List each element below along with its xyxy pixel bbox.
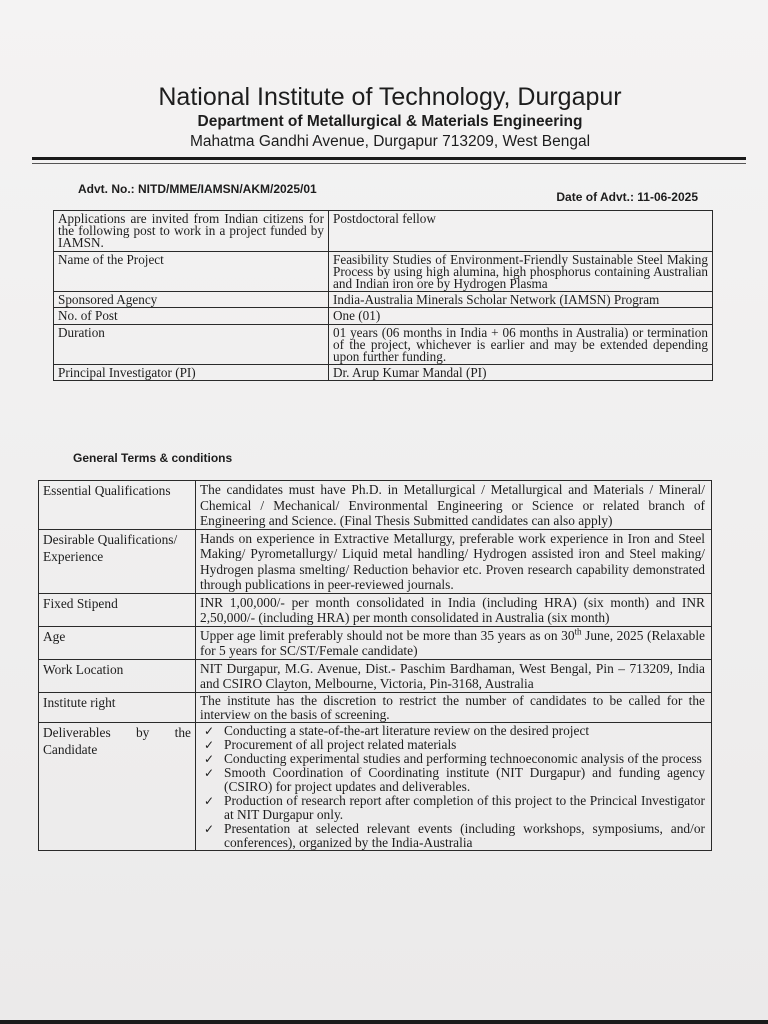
table-row	[39, 626, 712, 659]
deliverable-text: Procurement of all project related materials	[224, 736, 457, 752]
cell-value: NIT Durgapur, M.G. Avenue, Dist.- Paschim Bardhaman, West Bengal, Pin – 713209, India and CSIRO Clayton, Melbourne, Victoria, Pin-3168, Australia	[196, 659, 712, 692]
deliverable-text: Conducting a state-of-the-art literature review on the desired project	[224, 722, 590, 738]
table-row	[39, 692, 712, 722]
table-row	[39, 722, 712, 850]
header-divider	[32, 157, 746, 160]
table-row	[54, 251, 713, 292]
cell-label: Name of the Project	[54, 251, 329, 292]
list-item	[202, 738, 705, 752]
cell-value: INR 1,00,000/- per month consolidated in India (including HRA) (six month) and INR 2,50,000/- (including HRA) per month consolidated in Australia (six month)	[196, 593, 712, 626]
letterhead	[0, 82, 768, 152]
cell-label: No. of Post	[54, 308, 329, 324]
deliverable-text: Presentation at selected relevant events (including workshops, symposiums, and/or conferences), organized by the India-Australia	[224, 820, 705, 850]
deliverable-text: Conducting experimental studies and performing technoeconomic analysis of the process	[224, 750, 702, 766]
cell-label: Desirable Qualifications/ Experience	[39, 529, 196, 593]
table-row	[39, 481, 712, 530]
age-text-post: June, 2025 (Relaxable for 5 years for SC/ST/Female candidate)	[200, 627, 705, 658]
table-row	[54, 308, 713, 324]
cell-label: Institute right	[39, 692, 196, 722]
advertisement-date: Date of Advt.: 11-06-2025	[556, 190, 698, 204]
list-item	[202, 724, 705, 738]
check-icon: ✓	[204, 821, 215, 836]
cell-value: One (01)	[329, 308, 713, 324]
table-row	[54, 292, 713, 308]
terms-table	[38, 480, 712, 851]
cell-label: Deliverables by the Candidate	[39, 722, 196, 850]
institute-name: National Institute of Technology, Durgapur	[158, 83, 622, 111]
post-details-table	[53, 210, 713, 381]
table-row	[54, 324, 713, 365]
cell-label: Work Location	[39, 659, 196, 692]
list-item	[202, 752, 705, 766]
cell-value: Hands on experience in Extractive Metallurgy, preferable work experience in Iron and Steel Making/ Pyrometallurgy/ Liquid metal handling/ Hydrogen assisted iron and Steel making/ Hydrogen plasma smelting/ Reduction behavior etc. Proven research capability demonstrated through publications in peer-reviewed journals.	[196, 529, 712, 593]
cell-value: Dr. Arup Kumar Mandal (PI)	[329, 365, 713, 381]
table-row	[39, 529, 712, 593]
cell-value	[196, 722, 712, 850]
check-icon: ✓	[204, 723, 215, 738]
cell-label: Principal Investigator (PI)	[54, 365, 329, 381]
cell-label: Age	[39, 626, 196, 659]
table-row	[39, 593, 712, 626]
table-row	[54, 365, 713, 381]
list-item	[202, 766, 705, 794]
department-name: Department of Metallurgical & Materials Engineering	[197, 113, 583, 130]
cell-value: 01 years (06 months in India + 06 months in Australia) or termination of the project, whichever is earlier and may be extended depending upon further funding.	[329, 324, 713, 365]
check-icon: ✓	[204, 765, 215, 780]
check-icon: ✓	[204, 793, 215, 808]
table-row	[39, 659, 712, 692]
cell-value: Feasibility Studies of Environment-Friendly Sustainable Steel Making Process by using high alumina, high phosphorus containing Australian and Indian iron ore by Hydrogen Plasma	[329, 251, 713, 292]
institute-address: Mahatma Gandhi Avenue, Durgapur 713209, West Bengal	[189, 133, 591, 150]
general-terms-heading: General Terms & conditions	[73, 451, 233, 465]
cell-value: The candidates must have Ph.D. in Metallurgical / Metallurgical and Materials / Mineral/ Chemical / Mechanical/ Environmental Engineering or Science or related branch of Engineering and Science. (Final Thesis Submitted candidates can also apply)	[196, 481, 712, 530]
cell-value: The institute has the discretion to restrict the number of candidates to be called for the interview on the basis of screening.	[196, 692, 712, 722]
cell-value	[196, 626, 712, 659]
cell-value: India-Australia Minerals Scholar Network (IAMSN) Program	[329, 292, 713, 308]
cell-label: Duration	[54, 324, 329, 365]
deliverable-text: Production of research report after completion of this project to the Princical Investigator at NIT Durgapur only.	[224, 792, 705, 822]
header-divider-thin	[32, 163, 746, 164]
advertisement-number: Advt. No.: NITD/MME/IAMSN/AKM/2025/01	[78, 182, 317, 196]
cell-label: Essential Qualifications	[39, 481, 196, 530]
page-bottom-edge	[0, 1020, 768, 1024]
list-item	[202, 794, 705, 822]
list-item	[202, 822, 705, 850]
cell-label: Fixed Stipend	[39, 593, 196, 626]
check-icon: ✓	[204, 737, 215, 752]
cell-value: Postdoctoral fellow	[329, 211, 713, 252]
table-row	[54, 211, 713, 252]
ordinal-suffix: th	[574, 626, 582, 637]
cell-label: Sponsored Agency	[54, 292, 329, 308]
deliverables-list	[202, 724, 705, 850]
check-icon: ✓	[204, 751, 215, 766]
age-text-pre: Upper age limit preferably should not be more than 35 years as on 30	[200, 627, 575, 643]
deliverable-text: Smooth Coordination of Coordinating institute (NIT Durgapur) and funding agency (CSIRO) for project updates and deliverables.	[224, 764, 705, 794]
cell-label: Applications are invited from Indian citizens for the following post to work in a project funded by IAMSN.	[54, 211, 329, 252]
